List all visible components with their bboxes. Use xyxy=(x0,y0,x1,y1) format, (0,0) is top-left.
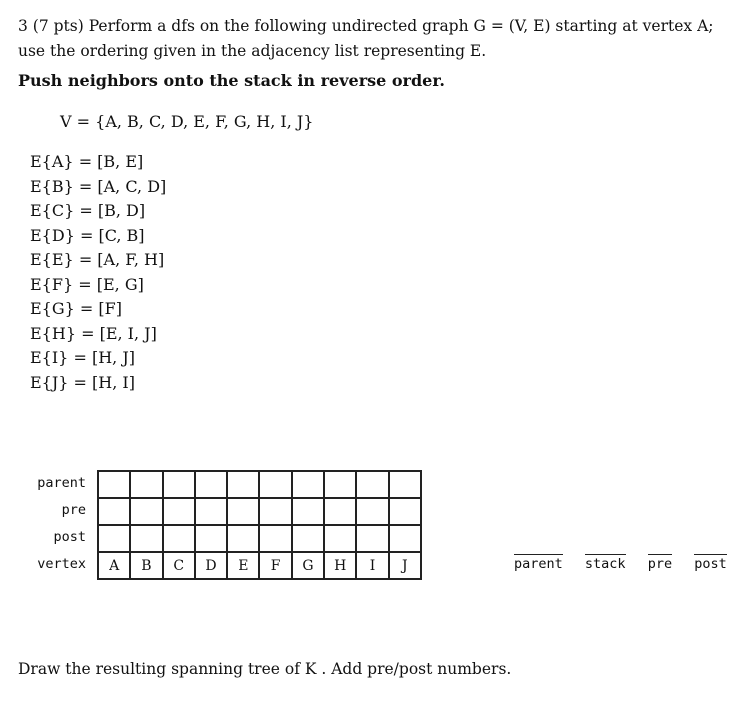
legend-parent: parent xyxy=(514,556,563,572)
adjacency-list xyxy=(30,150,166,395)
adjacency-key: E{B} xyxy=(30,176,74,196)
legend-post: post xyxy=(694,556,727,572)
adjacency-value: = [A, C, D] xyxy=(78,176,167,196)
pre-cell-d[interactable] xyxy=(195,498,227,525)
parent-cell-b[interactable] xyxy=(130,471,162,498)
post-cell-i[interactable] xyxy=(356,525,388,552)
footer-instruction: Draw the resulting spanning tree of K . Add pre/post numbers. xyxy=(18,660,512,678)
table-row-labels xyxy=(0,470,86,578)
vertex-cell-a: A xyxy=(98,552,130,579)
row-label-parent: parent xyxy=(37,475,86,491)
parent-cell-i[interactable] xyxy=(356,471,388,498)
adjacency-key: E{D} xyxy=(30,225,75,245)
vertex-cell-i: I xyxy=(356,552,388,579)
adjacency-value: = [H, I] xyxy=(73,372,135,392)
adjacency-key: E{G} xyxy=(30,299,75,318)
post-cell-g[interactable] xyxy=(292,525,324,552)
adjacency-key: E{C} xyxy=(30,201,75,220)
post-cell-j[interactable] xyxy=(389,525,421,552)
adjacency-value: = [E, I, J] xyxy=(81,323,157,343)
pre-row xyxy=(98,498,421,525)
adjacency-value: = [E, G] xyxy=(78,274,144,294)
pre-cell-a[interactable] xyxy=(98,498,130,525)
parent-cell-e[interactable] xyxy=(227,471,259,498)
adjacency-row-f xyxy=(30,273,166,298)
pre-cell-j[interactable] xyxy=(389,498,421,525)
adjacency-row-h xyxy=(30,322,166,347)
row-label-pre: pre xyxy=(61,502,86,518)
adjacency-row-a xyxy=(30,150,166,175)
vertex-cell-j: J xyxy=(389,552,421,579)
vertex-cell-d: D xyxy=(195,552,227,579)
parent-cell-c[interactable] xyxy=(163,471,195,498)
instruction-text: Push neighbors onto the stack in reverse order. xyxy=(18,71,445,90)
parent-cell-f[interactable] xyxy=(259,471,291,498)
pre-cell-b[interactable] xyxy=(130,498,162,525)
vertex-cell-f: F xyxy=(259,552,291,579)
post-cell-b[interactable] xyxy=(130,525,162,552)
pre-cell-c[interactable] xyxy=(163,498,195,525)
post-cell-e[interactable] xyxy=(227,525,259,552)
adjacency-key: E{I} xyxy=(30,348,69,367)
adjacency-value: = [B, E] xyxy=(78,152,144,171)
parent-cell-a[interactable] xyxy=(98,471,130,498)
problem-statement: 3 (7 pts) Perform a dfs on the following undirected graph G = (V, E) starting at vertex A; use the ordering given in the adjacency list representing E. xyxy=(18,17,714,60)
adjacency-key: E{J} xyxy=(30,372,69,392)
vertex-cell-b: B xyxy=(130,552,162,579)
vertex-set: V = {A, B, C, D, E, F, G, H, I, J} xyxy=(60,112,314,131)
post-row xyxy=(98,525,421,552)
adjacency-key: E{F} xyxy=(30,274,74,294)
legend-pre: pre xyxy=(647,556,673,572)
adjacency-value: = [C, B] xyxy=(79,225,145,245)
pre-cell-h[interactable] xyxy=(324,498,356,525)
row-label-post: post xyxy=(53,529,86,545)
adjacency-row-d xyxy=(30,224,166,249)
parent-row xyxy=(98,471,421,498)
pre-cell-f[interactable] xyxy=(259,498,291,525)
pre-cell-i[interactable] xyxy=(356,498,388,525)
adjacency-row-c xyxy=(30,199,166,224)
adjacency-row-b xyxy=(30,175,166,200)
legend-stack: stack xyxy=(584,556,626,572)
pre-cell-e[interactable] xyxy=(227,498,259,525)
adjacency-row-g xyxy=(30,297,166,322)
vertex-cell-c: C xyxy=(163,552,195,579)
dfs-table xyxy=(97,470,422,580)
parent-cell-d[interactable] xyxy=(195,471,227,498)
adjacency-key: E{E} xyxy=(30,250,74,269)
parent-cell-j[interactable] xyxy=(389,471,421,498)
adjacency-key: E{A} xyxy=(30,152,74,171)
adjacency-row-e xyxy=(30,248,166,273)
vertex-row xyxy=(98,552,421,579)
pre-cell-g[interactable] xyxy=(292,498,324,525)
stack-legend xyxy=(514,554,727,572)
post-cell-f[interactable] xyxy=(259,525,291,552)
vertex-cell-h: H xyxy=(324,552,356,579)
adjacency-key: E{H} xyxy=(30,323,76,343)
adjacency-row-j xyxy=(30,371,166,396)
adjacency-value: = [H, J] xyxy=(73,348,135,367)
post-cell-h[interactable] xyxy=(324,525,356,552)
adjacency-value: = [B, D] xyxy=(79,201,146,220)
vertex-cell-g: G xyxy=(292,552,324,579)
post-cell-a[interactable] xyxy=(98,525,130,552)
vertex-cell-e: E xyxy=(227,552,259,579)
adjacency-row-i xyxy=(30,346,166,371)
post-cell-d[interactable] xyxy=(195,525,227,552)
row-label-vertex: vertex xyxy=(37,556,86,572)
post-cell-c[interactable] xyxy=(163,525,195,552)
adjacency-value: = [A, F, H] xyxy=(78,250,165,269)
adjacency-value: = [F] xyxy=(79,299,122,318)
parent-cell-h[interactable] xyxy=(324,471,356,498)
parent-cell-g[interactable] xyxy=(292,471,324,498)
